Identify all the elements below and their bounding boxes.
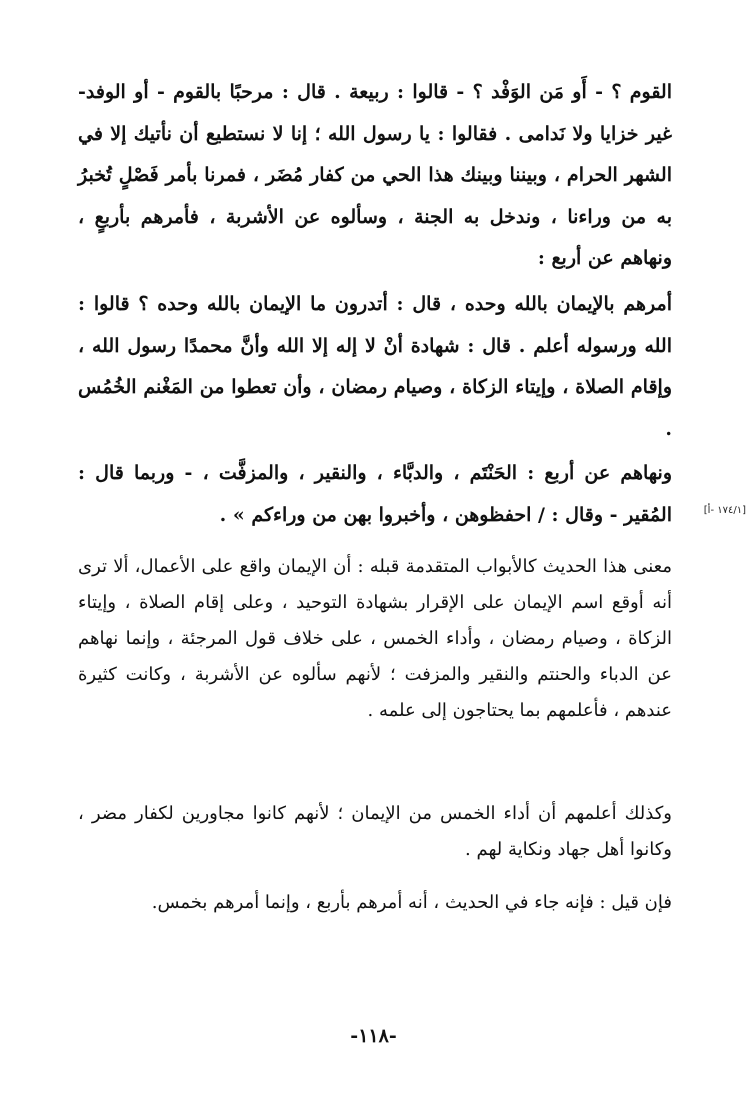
commentary-paragraph-2: وكذلك أعلمهم أن أداء الخمس من الإيمان ؛ لأنهم كانوا مجاورين لكفار مضر ، وكانوا أهل جهاد ونكاية لهم . [78, 803, 672, 860]
hadith-paragraph-3: ونهاهم عن أربع : الحَنْتَم ، والدبَّاء ، والنقير ، والمزفَّت ، - وربما قال : المُقير - وقال : / احفظوهن ، وأخبروا بهن من وراءكم » . [78, 462, 672, 526]
commentary-paragraph-3: فإن قيل : فإنه جاء في الحديث ، أنه أمرهم بأربع ، وإنما أمرهم بخمس. [151, 892, 672, 913]
page-number: -١١٨- [350, 1025, 397, 1047]
commentary-paragraph-1: معنى هذا الحديث كالأبواب المتقدمة قبله : أن الإيمان واقع على الأعمال، ألا ترى أنه أوقع اسم الإيمان على الإقرار بشهادة التوحيد ، وعلى إقام الصلاة ، وإيتاء الزكاة ، وصيام رمضان ، وأداء الخمس ، على خلاف قول المرجئة ، وإنما نهاهم عن الدباء والحنتم والنقير والمزفت ؛ لأنهم سألوه عن الأشربة ، وكانت كثيرة عندهم ، فأعلمهم بما يحتاجون إلى علمه . [78, 556, 672, 721]
manuscript-folio-reference: [١٧٤/١ -أ] [703, 505, 746, 516]
hadith-paragraph-2: أمرهم بالإيمان بالله وحده ، قال : أتدرون ما الإيمان بالله وحده ؟ قالوا : الله ورسوله أعلم . قال : شهادة أنْ لا إله إلا الله وأنَّ محمدًا رسول الله ، وإقام الصلاة ، وإيتاء الزكاة ، وصيام رمضان ، وأن تعطوا من المَغْنم الخُمُس . [78, 293, 672, 440]
hadith-paragraph-1: القوم ؟ - أَو مَن الوَفْد ؟ - قالوا : ربيعة . قال : مرحبًا بالقوم - أو الوفد- غير خزايا ولا نَدامى . فقالوا : يا رسول الله ؛ إنا لا نستطيع أن نأتيك إلا في الشهر الحرام ، وبيننا وبينك هذا الحي من كفار مُضَر ، فمرنا بأمر فَصْلٍ تُخبرُ به من وراءنا ، وندخل به الجنة ، وسألوه عن الأشربة ، فأمرهم بأربعٍ ، ونهاهم عن أربع : [78, 81, 672, 269]
